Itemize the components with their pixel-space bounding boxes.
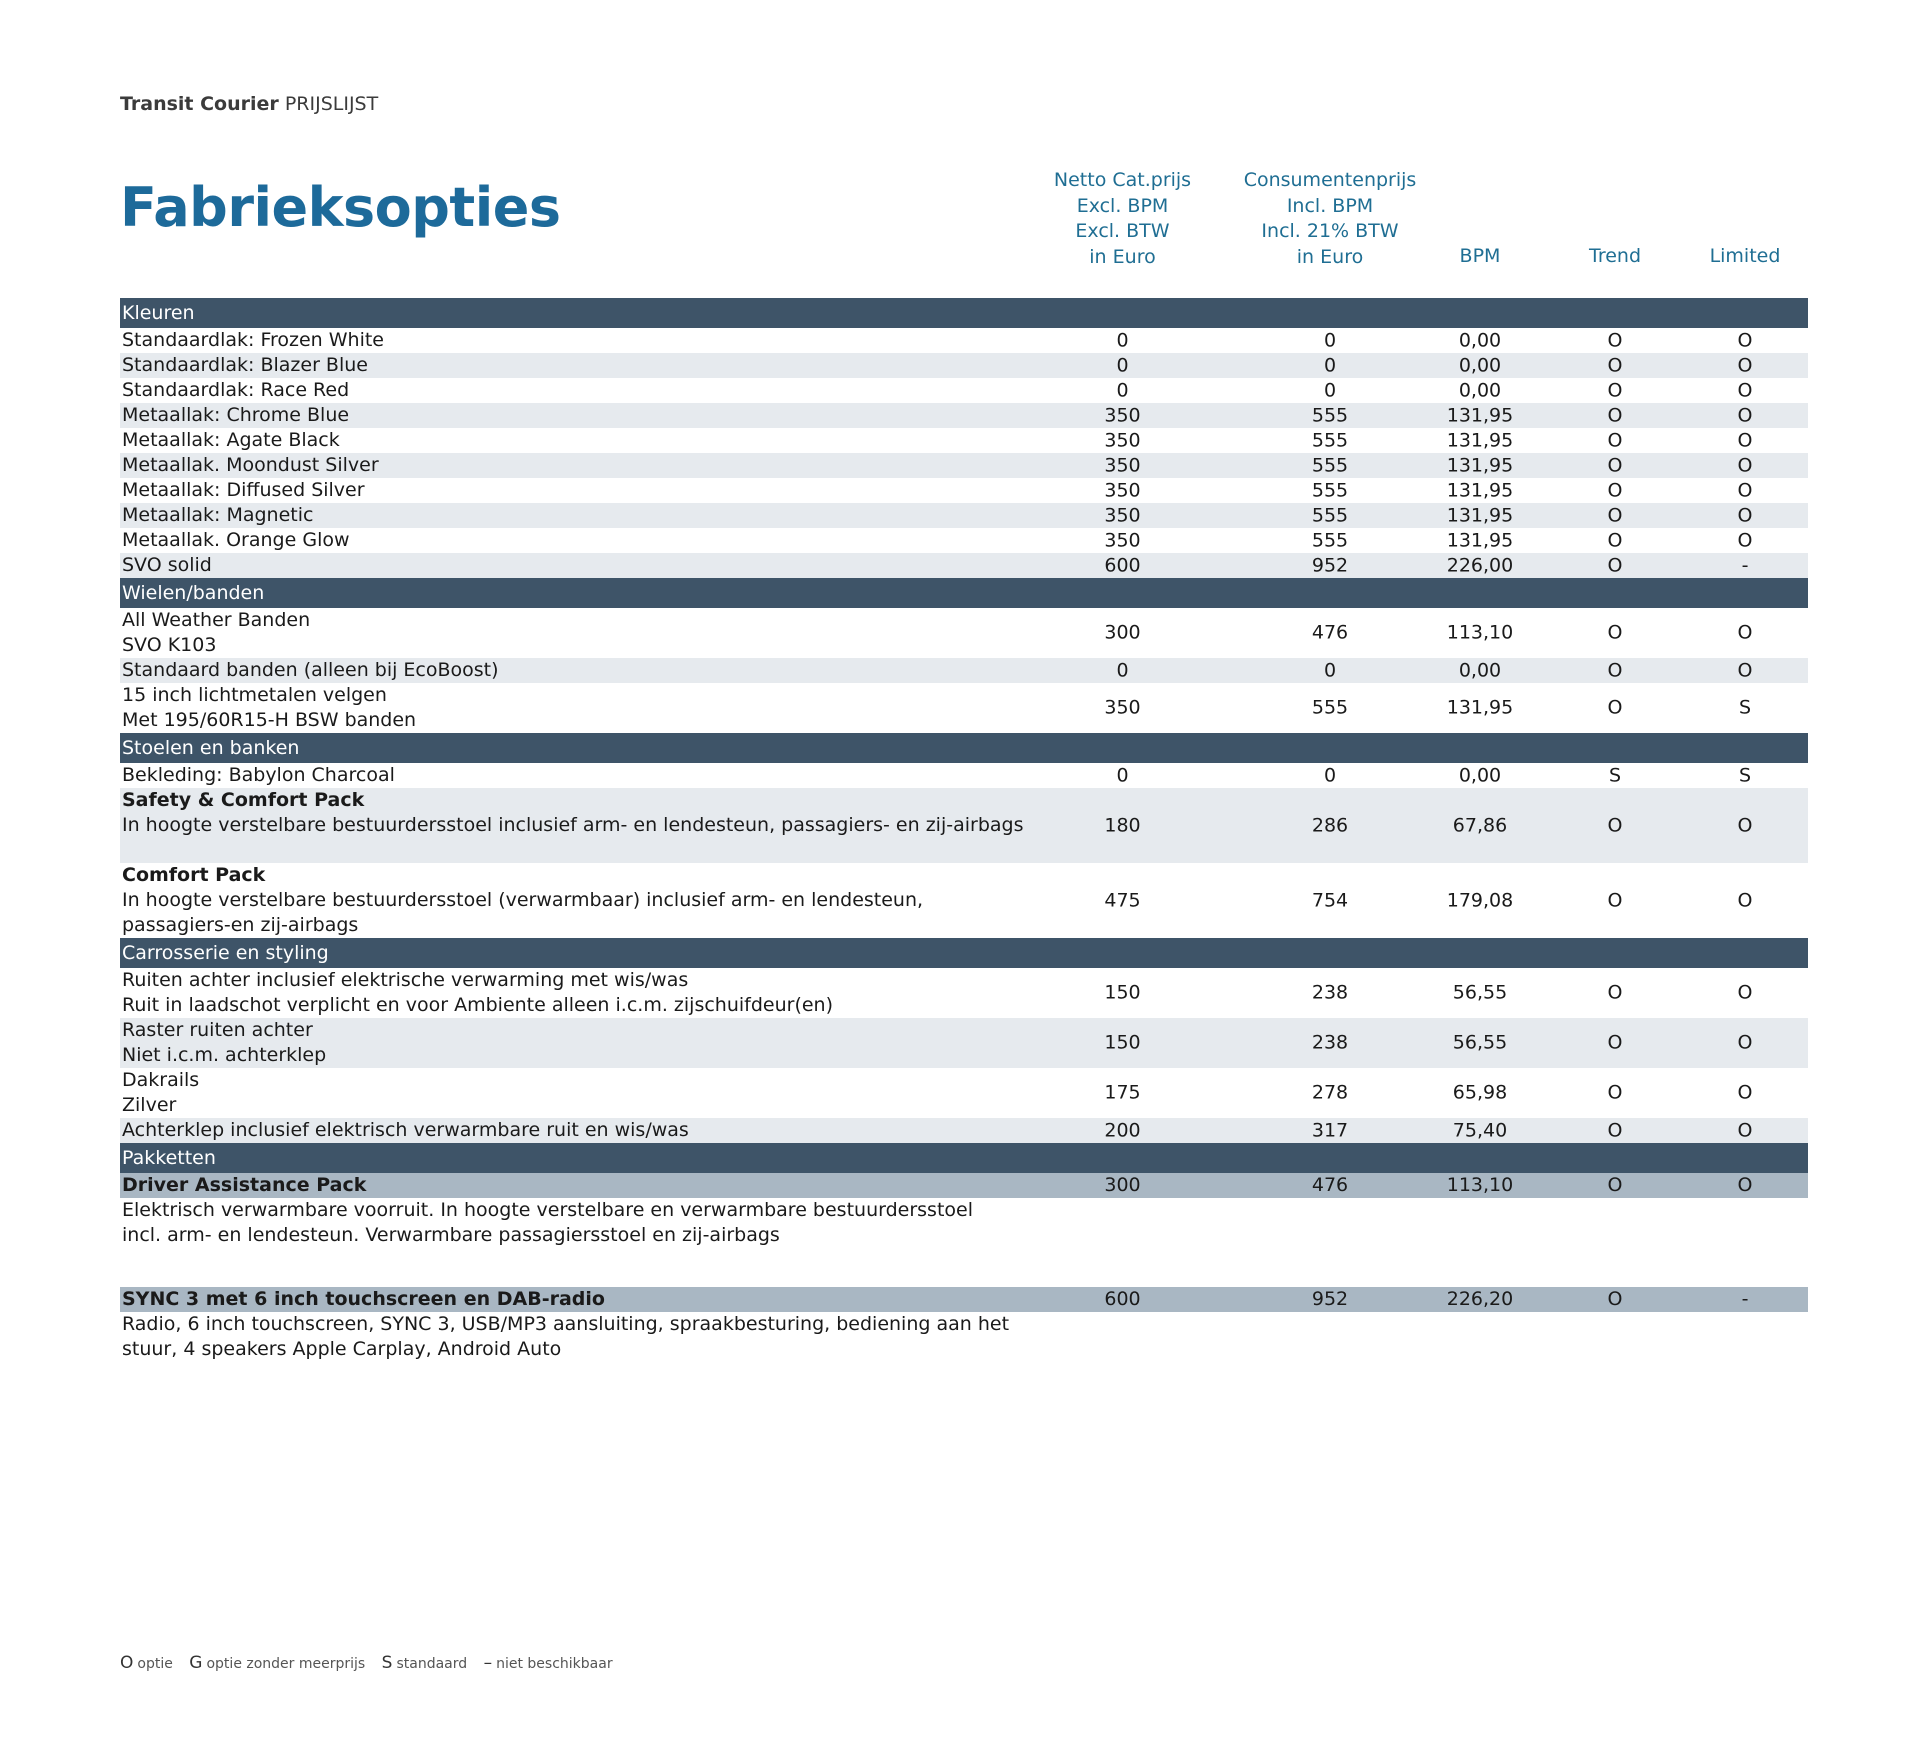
netto-price: 300 [1104, 1174, 1141, 1196]
trend-availability: O [1607, 696, 1623, 719]
table-row [120, 553, 1808, 578]
consumer-price: 555 [1311, 429, 1349, 451]
netto-price: 600 [1104, 554, 1141, 576]
page-title: Fabrieksopties [120, 176, 561, 239]
trend-availability: O [1607, 1288, 1623, 1310]
column-header-trend: Trend [1589, 245, 1641, 267]
section-header: Stoelen en banken [120, 733, 1808, 763]
netto-price: 0 [1116, 764, 1129, 786]
section-header: Kleuren [120, 298, 1808, 328]
trend-availability: O [1607, 504, 1623, 526]
legend-symbol: – [483, 1653, 493, 1673]
trend-availability: O [1607, 529, 1623, 551]
legend-symbol: G [189, 1653, 203, 1673]
legend-label: optie [137, 1656, 173, 1672]
limited-availability: O [1737, 659, 1753, 681]
bpm-value: 113,10 [1446, 1174, 1514, 1196]
consumer-price: 317 [1311, 1119, 1349, 1141]
table-row [120, 353, 1808, 378]
row-description-line: Niet i.c.m. achterklep [122, 1044, 327, 1066]
table-row [120, 788, 1808, 863]
row-description-line [122, 838, 1022, 863]
consumer-price: 278 [1311, 1081, 1349, 1104]
bpm-value: 65,98 [1452, 1081, 1508, 1104]
legend-label: optie zonder meerprijs [206, 1656, 366, 1672]
consumer-price: 0 [1323, 379, 1337, 401]
brand-name: Transit Courier [120, 93, 279, 115]
consumer-price: 238 [1311, 1031, 1349, 1054]
trend-availability: O [1607, 889, 1623, 911]
consumer-price: 0 [1323, 329, 1337, 351]
consumer-price: 555 [1311, 454, 1349, 476]
limited-availability: O [1737, 354, 1753, 376]
limited-availability: O [1737, 529, 1753, 551]
row-description-line: incl. arm- en lendesteun. Verwarmbare passagiersstoel en zij-airbags [122, 1224, 780, 1246]
document-type: PRIJSLIJST [284, 93, 379, 115]
consumer-price: 238 [1311, 981, 1349, 1004]
row-description-line: Ruit in laadschot verplicht en voor Ambiente alleen i.c.m. zijschuifdeur(en) [122, 994, 833, 1016]
bpm-value: 0,00 [1458, 379, 1502, 401]
bpm-value: 75,40 [1452, 1119, 1508, 1141]
table-row [120, 403, 1808, 428]
row-description-line: All Weather Banden [122, 609, 311, 631]
netto-price: 180 [1104, 814, 1141, 836]
column-header-consumentenprijs: Consumentenprijs Incl. BPM Incl. 21% BTW in Euro [1243, 169, 1417, 268]
netto-price: 0 [1116, 329, 1129, 351]
table-row [120, 863, 1808, 938]
row-description-line: Dakrails [122, 1069, 200, 1091]
column-header-limited: Limited [1709, 245, 1781, 267]
consumer-price: 476 [1311, 1174, 1349, 1196]
consumer-price: 0 [1323, 764, 1337, 786]
limited-availability: O [1737, 1031, 1753, 1054]
bpm-value: 226,20 [1446, 1288, 1514, 1310]
table-row [120, 1118, 1808, 1143]
row-description-line: In hoogte verstelbare bestuurdersstoel inclusief arm- en lendesteun, passagiers- en zij-airbags [122, 814, 1024, 836]
legend-symbol: S [381, 1653, 393, 1673]
bpm-value: 131,95 [1446, 429, 1514, 451]
consumer-price: 555 [1311, 529, 1349, 551]
legend-symbol: O [120, 1653, 134, 1673]
row-description-line: Metaallak. Orange Glow [122, 529, 350, 551]
trend-availability: O [1607, 354, 1623, 376]
netto-price: 600 [1104, 1288, 1141, 1310]
limited-availability: O [1737, 404, 1753, 426]
consumer-price: 754 [1311, 889, 1349, 911]
row-description-line: Standaard banden (alleen bij EcoBoost) [122, 659, 499, 681]
bpm-value: 131,95 [1446, 479, 1514, 501]
table-row [120, 503, 1808, 528]
section-header: Pakketten [120, 1143, 1808, 1173]
row-description-line: Met 195/60R15-H BSW banden [122, 709, 417, 731]
row-description-line: Achterklep inclusief elektrisch verwarmbare ruit en wis/was [122, 1119, 689, 1141]
trend-availability: O [1607, 621, 1623, 644]
consumer-price: 555 [1311, 696, 1349, 719]
table-row [120, 1312, 1808, 1362]
table-row [120, 658, 1808, 683]
netto-price: 350 [1104, 696, 1141, 719]
table-row [120, 968, 1808, 1018]
table-row [120, 1198, 1808, 1287]
row-description-line: Standaardlak: Frozen White [122, 329, 385, 351]
row-description-line: Metaallak: Magnetic [122, 504, 314, 526]
limited-availability: S [1738, 696, 1752, 719]
limited-availability: O [1737, 1081, 1753, 1104]
row-description-line: Metaallak. Moondust Silver [122, 454, 379, 476]
limited-availability: O [1737, 329, 1753, 351]
limited-availability: O [1737, 814, 1753, 836]
bpm-value: 179,08 [1446, 889, 1514, 911]
consumer-price: 0 [1323, 659, 1337, 681]
legend [120, 1653, 625, 1673]
limited-availability: O [1737, 504, 1753, 526]
section-header: Wielen/banden [120, 578, 1808, 608]
bpm-value: 0,00 [1458, 659, 1502, 681]
trend-availability: O [1607, 659, 1623, 681]
section-header: Carrosserie en styling [120, 938, 1808, 968]
row-description-line: Bekleding: Babylon Charcoal [122, 764, 395, 786]
row-description-line: Comfort Pack [122, 864, 266, 886]
table-row [120, 453, 1808, 478]
row-description-line: Metaallak: Chrome Blue [122, 404, 350, 426]
bpm-value: 0,00 [1458, 764, 1502, 786]
trend-availability: O [1607, 1081, 1623, 1104]
table-row [120, 1018, 1808, 1068]
bpm-value: 67,86 [1452, 814, 1508, 836]
trend-availability: O [1607, 981, 1623, 1004]
bpm-value: 131,95 [1446, 529, 1514, 551]
limited-availability: O [1737, 889, 1753, 911]
row-description-line: In hoogte verstelbare bestuurdersstoel (verwarmbaar) inclusief arm- en lendesteun, [122, 889, 924, 911]
limited-availability: O [1737, 429, 1753, 451]
row-description-line: Driver Assistance Pack [122, 1174, 367, 1196]
netto-price: 300 [1104, 621, 1141, 644]
row-description-line: SYNC 3 met 6 inch touchscreen en DAB-radio [122, 1288, 605, 1310]
bpm-value: 131,95 [1446, 454, 1514, 476]
consumer-price: 555 [1311, 479, 1349, 501]
trend-availability: O [1607, 429, 1623, 451]
trend-availability: O [1607, 1031, 1623, 1054]
row-description-line [122, 1248, 1022, 1273]
table-row [120, 328, 1808, 353]
row-description-line: SVO solid [122, 554, 212, 576]
bpm-value: 226,00 [1446, 554, 1514, 576]
netto-price: 350 [1104, 529, 1141, 551]
netto-price: 350 [1104, 479, 1141, 501]
column-header-bpm: BPM [1459, 245, 1501, 267]
limited-availability: O [1737, 479, 1753, 501]
netto-price: 350 [1104, 504, 1141, 526]
row-description-line: Zilver [122, 1094, 177, 1116]
table-row [120, 1287, 1808, 1312]
row-description-line: Standaardlak: Race Red [122, 379, 350, 401]
netto-price: 0 [1116, 379, 1129, 401]
netto-price: 0 [1116, 354, 1129, 376]
netto-price: 350 [1104, 454, 1141, 476]
trend-availability: O [1607, 454, 1623, 476]
row-description-line: Raster ruiten achter [122, 1019, 313, 1041]
row-description-line: Elektrisch verwarmbare voorruit. In hoogte verstelbare en verwarmbare bestuurdersstoel [122, 1199, 973, 1221]
legend-label: niet beschikbaar [496, 1656, 613, 1672]
consumer-price: 476 [1311, 621, 1349, 644]
consumer-price: 555 [1311, 404, 1349, 426]
trend-availability: O [1607, 1119, 1623, 1141]
limited-availability: O [1737, 621, 1753, 644]
limited-availability: - [1741, 1288, 1749, 1310]
bpm-value: 56,55 [1452, 981, 1508, 1004]
limited-availability: O [1737, 379, 1753, 401]
netto-price: 475 [1104, 889, 1141, 911]
row-description-line: Metaallak: Diffused Silver [122, 479, 365, 501]
limited-availability: O [1737, 454, 1753, 476]
limited-availability: O [1737, 981, 1753, 1004]
netto-price: 150 [1104, 1031, 1141, 1054]
row-description-line: 15 inch lichtmetalen velgen [122, 684, 387, 706]
netto-price: 350 [1104, 429, 1141, 451]
document-header [120, 93, 378, 115]
trend-availability: O [1607, 814, 1623, 836]
bpm-value: 113,10 [1446, 621, 1514, 644]
netto-price: 150 [1104, 981, 1141, 1004]
netto-price: 200 [1104, 1119, 1141, 1141]
bpm-value: 131,95 [1446, 404, 1514, 426]
table-row [120, 1173, 1808, 1198]
legend-label: standaard [396, 1656, 468, 1672]
trend-availability: O [1607, 379, 1623, 401]
row-description-line: Metaallak: Agate Black [122, 429, 340, 451]
trend-availability: O [1607, 404, 1623, 426]
consumer-price: 0 [1323, 354, 1337, 376]
row-description-line: Standaardlak: Blazer Blue [122, 354, 368, 376]
netto-price: 175 [1104, 1081, 1141, 1104]
row-description-line: SVO K103 [122, 634, 217, 656]
table-row [120, 528, 1808, 553]
netto-price: 350 [1104, 404, 1141, 426]
consumer-price: 286 [1311, 814, 1349, 836]
price-table [120, 298, 1808, 1362]
trend-availability: S [1608, 764, 1622, 786]
consumer-price: 952 [1311, 1288, 1349, 1310]
table-row [120, 1068, 1808, 1118]
trend-availability: O [1607, 329, 1623, 351]
row-description-line: Safety & Comfort Pack [122, 789, 365, 811]
table-row [120, 763, 1808, 788]
bpm-value: 131,95 [1446, 504, 1514, 526]
limited-availability: - [1741, 554, 1749, 576]
table-row [120, 428, 1808, 453]
row-description-line: Ruiten achter inclusief elektrische verwarming met wis/was [122, 969, 689, 991]
bpm-value: 0,00 [1458, 354, 1502, 376]
trend-availability: O [1607, 479, 1623, 501]
limited-availability: S [1738, 764, 1752, 786]
consumer-price: 952 [1311, 554, 1349, 576]
row-description-line: passagiers-en zij-airbags [122, 914, 359, 936]
table-row [120, 478, 1808, 503]
row-description-line: stuur, 4 speakers Apple Carplay, Android Auto [122, 1338, 562, 1360]
row-description-line: Radio, 6 inch touchscreen, SYNC 3, USB/MP3 aansluiting, spraakbesturing, bediening aan het [122, 1313, 1010, 1335]
limited-availability: O [1737, 1174, 1753, 1196]
netto-price: 0 [1116, 659, 1129, 681]
trend-availability: O [1607, 1174, 1623, 1196]
bpm-value: 131,95 [1446, 696, 1514, 719]
bpm-value: 56,55 [1452, 1031, 1508, 1054]
table-row [120, 378, 1808, 403]
trend-availability: O [1607, 554, 1623, 576]
table-row [120, 608, 1808, 658]
consumer-price: 555 [1311, 504, 1349, 526]
table-row [120, 683, 1808, 733]
bpm-value: 0,00 [1458, 329, 1502, 351]
column-header-netto: Netto Cat.prijs Excl. BPM Excl. BTW in Euro [1053, 169, 1192, 268]
limited-availability: O [1737, 1119, 1753, 1141]
